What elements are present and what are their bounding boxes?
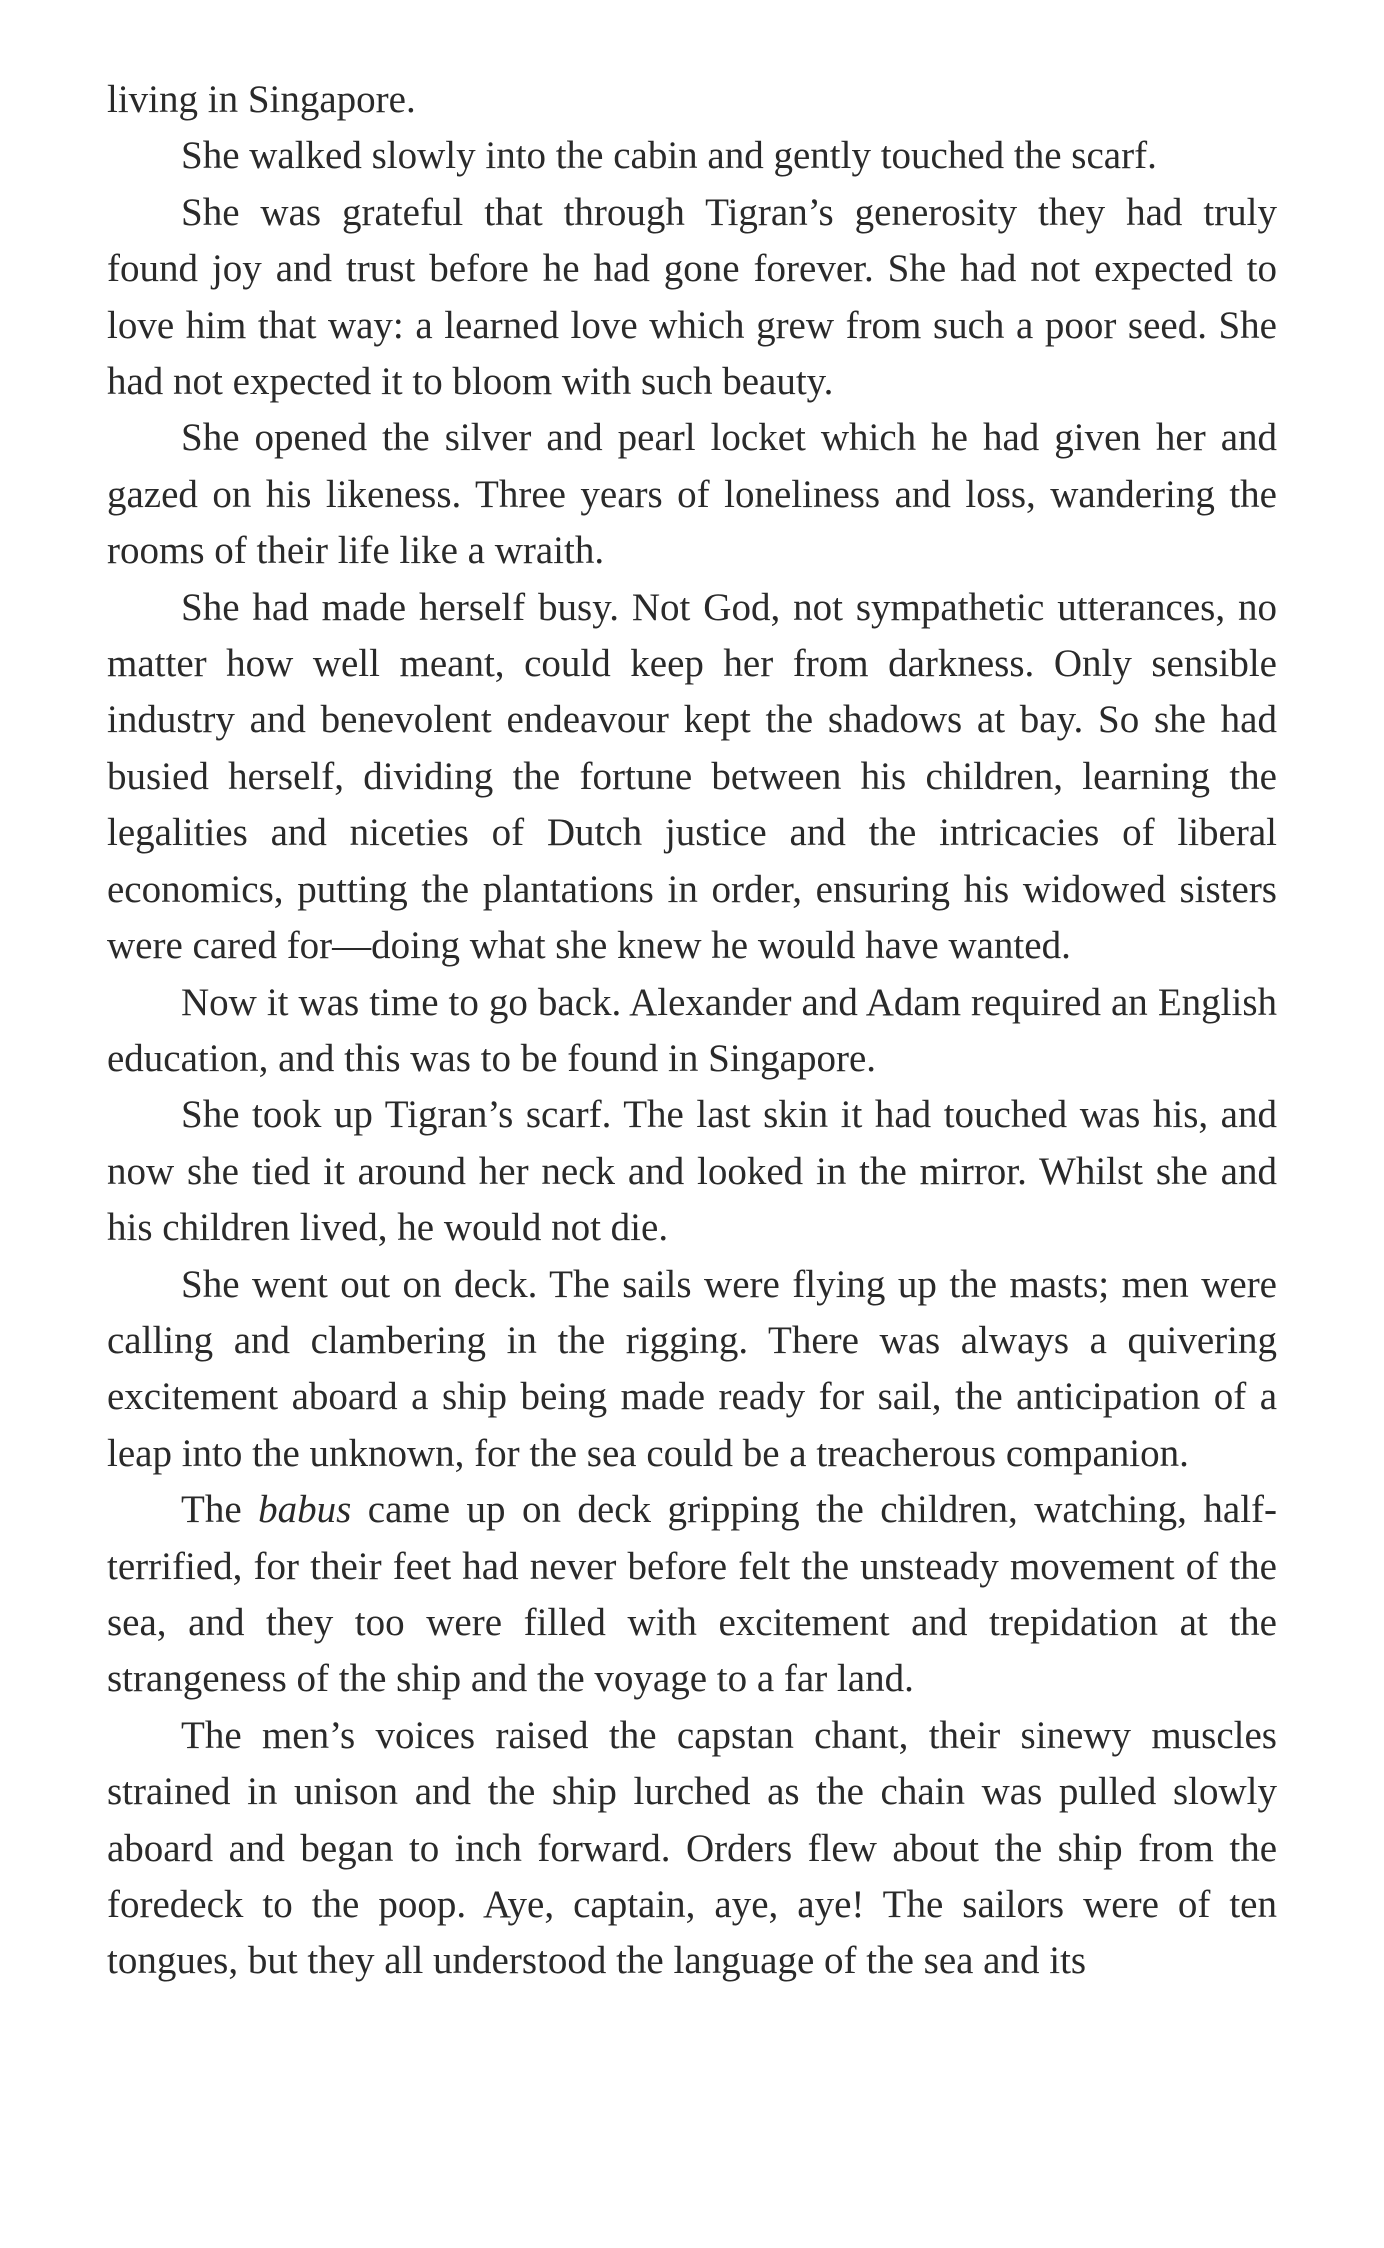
paragraph: Now it was time to go back. Alexander and Adam required an English education, and this was to be found in Singapore.	[107, 980, 1277, 1080]
paragraph: She opened the silver and pearl locket which he had given her and gazed on his likeness. Three years of loneliness and loss, wandering the rooms of their life like a wraith.	[107, 416, 1277, 573]
paragraph: She had made herself busy. Not God, not sympathetic utterances, no matter how well meant, could keep her from darkness. Only sensible industry and benevolent endeavour kept the shadows at bay. So she had busied herself, dividing the fortune between his children, learning the legalities and niceties of Dutch justice and the intricacies of liberal economics, putting the plantations in order, ensuring his widowed sisters were cared for—doing what she knew he would have wanted.	[107, 585, 1277, 968]
paragraph-continued: living in Singapore.	[107, 78, 416, 121]
paragraph-babus	[107, 1482, 1277, 1708]
paragraph: She took up Tigran’s scarf. The last skin it had touched was his, and now she tied it around her neck and looked in the mirror. Whilst she and his children lived, he would not die.	[107, 1093, 1277, 1250]
italic-word: babus	[258, 1488, 352, 1532]
paragraph: She was grateful that through Tigran’s generosity they had truly found joy and trust before he had gone forever. She had not expected to love him that way: a learned love which grew from such a poor seed. She had not expected it to bloom with such beauty.	[107, 190, 1277, 404]
paragraph-text-post: came up on deck gripping the children, watching, half-terrified, for their feet had never before felt the unsteady movement of the sea, and they too were filled with excitement and trepidation at the strangeness of the ship and the voyage to a far land.	[107, 1488, 1278, 1701]
book-page	[107, 72, 1277, 1990]
paragraph: She walked slowly into the cabin and gently touched the scarf.	[181, 134, 1157, 178]
paragraph-text-pre: The	[181, 1488, 259, 1532]
paragraph: She went out on deck. The sails were flying up the masts; men were calling and clambering in the rigging. There was always a quivering excitement aboard a ship being made ready for sail, the anticipation of a leap into the unknown, for the sea could be a treacherous companion.	[107, 1262, 1277, 1475]
paragraph: The men’s voices raised the capstan chant, their sinewy muscles strained in unison and the ship lurched as the chain was pulled slowly aboard and began to inch forward. Orders flew about the ship from the foredeck to the poop. Aye, captain, aye, aye! The sailors were of ten tongues, but they all understood the language of the sea and its	[107, 1713, 1277, 1983]
